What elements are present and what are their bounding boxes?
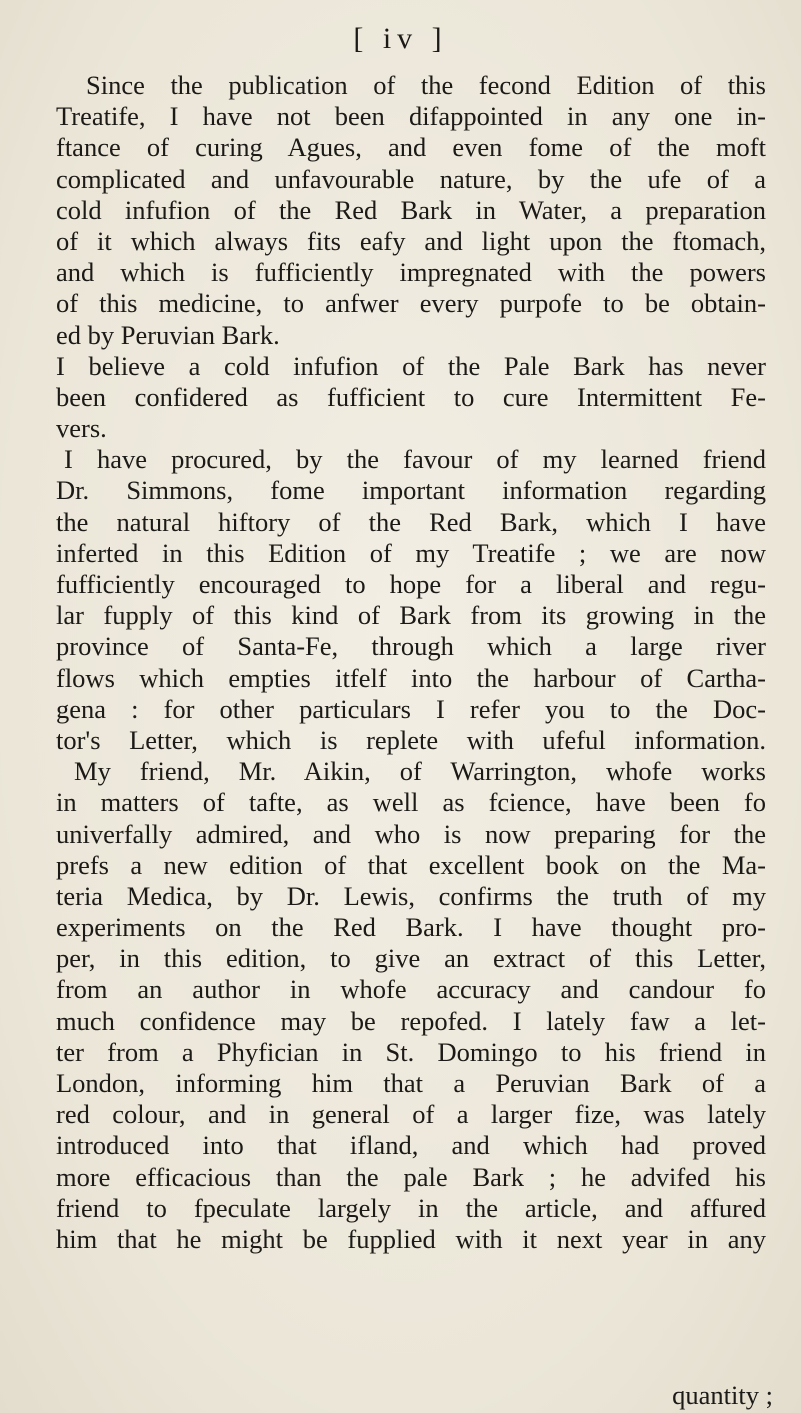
text-line: much confidence may be repofed. I lately faw a let-: [56, 1005, 766, 1036]
text-line: Since the publication of the fecond Edition of this: [86, 70, 766, 100]
text-line: in matters of tafte, as well as fcience, have been fo: [56, 787, 766, 818]
text-line: I believe a cold infufion of the Pale Bark has never: [56, 350, 766, 381]
text-line: experiments on the Red Bark. I have thought pro-: [56, 912, 766, 943]
text-line: I have procured, by the favour of my learned friend: [64, 444, 766, 475]
text-line: London, informing him that a Peruvian Bark of a: [56, 1068, 766, 1098]
text-line: gena : for other particulars I refer you to the Doc-: [56, 693, 766, 724]
text-line: of this medicine, to anfwer every purpofe to be obtain-: [56, 288, 766, 319]
text-line: flows which empties itfelf into the harbour of Cartha-: [56, 662, 766, 693]
text-line: been confidered as fufficient to cure Intermittent Fe-: [56, 381, 766, 412]
text-line: province of Santa-Fe, through which a large river: [56, 631, 766, 662]
text-line: more efficacious than the pale Bark ; he advifed his: [56, 1161, 766, 1192]
text-line: friend to fpeculate largely in the article, and affured: [56, 1192, 766, 1223]
text-line: him that he might be fupplied with it next year in any: [56, 1223, 766, 1254]
text-line: of it which always fits eafy and light upon the ftomach,: [56, 225, 766, 256]
text-line: ftance of curing Agues, and even fome of the moft: [56, 132, 766, 163]
catchword: quantity ;: [672, 1380, 773, 1410]
text-line: the natural hiftory of the Red Bark, which I have: [56, 506, 766, 537]
text-line: per, in this edition, to give an extract of this Letter,: [56, 943, 766, 974]
text-line: ter from a Phyfician in St. Domingo to his friend in: [56, 1036, 766, 1067]
text-line: univerfally admired, and who is now preparing for the: [56, 818, 766, 849]
text-line: fufficiently encouraged to hope for a liberal and regu-: [56, 569, 766, 599]
text-line: My friend, Mr. Aikin, of Warrington, whofe works: [74, 756, 766, 787]
body-text: [56, 70, 766, 1255]
page-number: [ iv ]: [353, 22, 448, 55]
text-line: teria Medica, by Dr. Lewis, confirms the truth of my: [56, 880, 766, 911]
text-line: vers.: [56, 413, 107, 444]
text-line: complicated and unfavourable nature, by the ufe of a: [56, 163, 766, 194]
text-line: ed by Peruvian Bark.: [56, 319, 280, 350]
text-line: introduced into that ifland, and which had proved: [56, 1130, 766, 1161]
text-line: lar fupply of this kind of Bark from its growing in the: [56, 600, 766, 631]
text-line: tor's Letter, which is replete with ufeful information.: [56, 724, 766, 755]
text-line: and which is fufficiently impregnated with the powers: [56, 257, 766, 288]
text-line: red colour, and in general of a larger fize, was lately: [56, 1099, 766, 1130]
text-line: Treatife, I have not been difappointed in any one in-: [56, 101, 766, 132]
text-line: prefs a new edition of that excellent book on the Ma-: [56, 849, 766, 880]
text-line: cold infufion of the Red Bark in Water, a preparation: [56, 194, 766, 225]
text-line: inferted in this Edition of my Treatife ; we are now: [56, 537, 766, 568]
text-line: from an author in whofe accuracy and candour fo: [56, 974, 766, 1005]
text-line: Dr. Simmons, fome important information regarding: [56, 475, 766, 506]
